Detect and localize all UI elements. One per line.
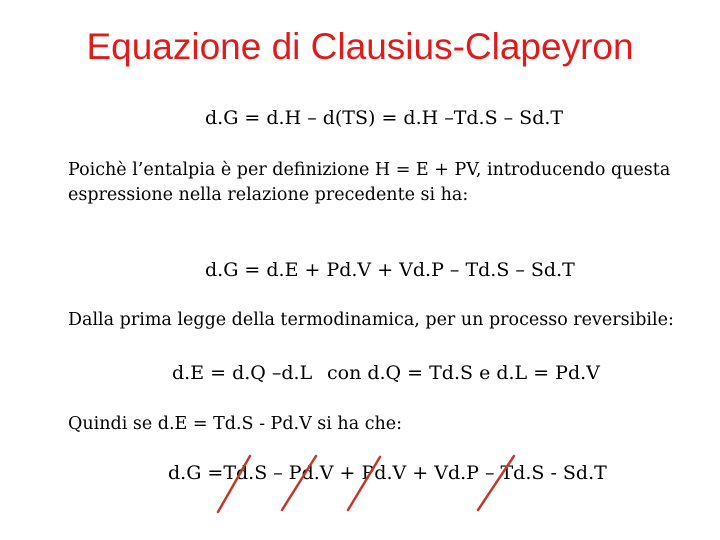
slide-title: Equazione di Clausius-Clapeyron xyxy=(86,26,634,67)
strike-pd-v-first xyxy=(282,456,316,510)
paragraph-first-law: Dalla prima legge della termodinamica, per un processo reversibile: xyxy=(68,310,674,330)
paragraph-enthalpy-definition: Poichè l’entalpia è per definizione H = E + PV, introducendo questa espressione nella relazione precedente si ha: xyxy=(68,160,671,205)
equation-gibbs-expanded: d.G = d.E + Pd.V + Vd.P – Td.S – Sd.T xyxy=(205,259,575,281)
equation-gibbs-simplified: d.G =Td.S – Pd.V + Pd.V + Vd.P – Td.S - Sd.T xyxy=(168,462,607,484)
strike-td-s-second xyxy=(478,456,514,510)
equation-first-law: d.E = d.Q –d.L xyxy=(172,362,313,384)
equation-gibbs-differential: d.G = d.H – d(TS) = d.H –Td.S – Sd.T xyxy=(205,107,564,129)
paragraph-therefore: Quindi se d.E = Td.S - Pd.V si ha che: xyxy=(68,414,403,434)
strike-pd-v-second xyxy=(348,457,380,510)
strike-td-s-first xyxy=(218,456,250,512)
equation-reversible-conditions: con d.Q = Td.S e d.L = Pd.V xyxy=(327,362,600,384)
